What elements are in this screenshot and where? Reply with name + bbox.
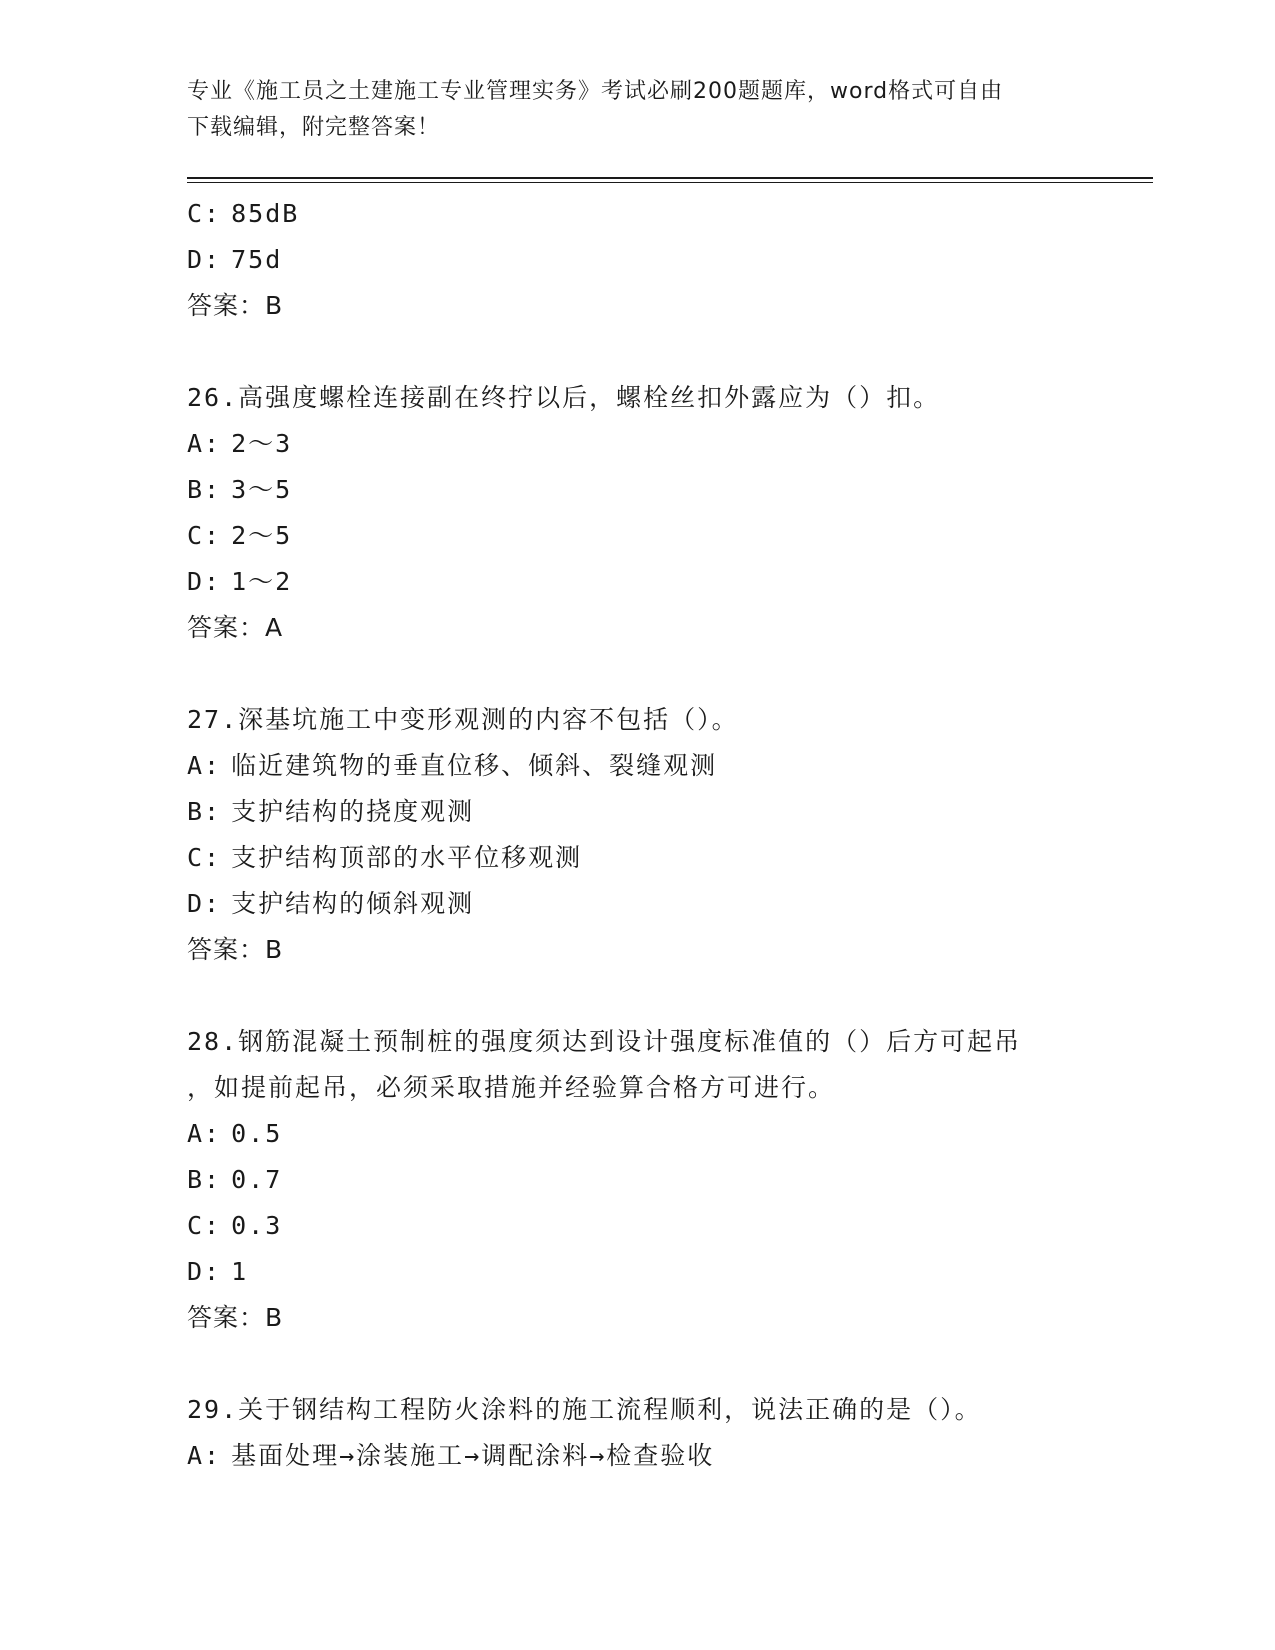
option-a [187,1433,1087,1479]
question-28 [187,1019,1087,1341]
option-text: 75d [231,245,283,274]
option-text: 1 [231,1257,249,1286]
option-text: 0.7 [231,1165,283,1194]
option-text: 2～3 [231,429,293,458]
option-b [187,1157,1087,1203]
header-line-1: 专业《施工员之土建施工专业管理实务》考试必刷200题题库，word格式可自由 [187,79,1004,104]
option-a [187,1111,1087,1157]
option-c [187,1203,1087,1249]
option-text: 3～5 [231,475,293,504]
option-key: B: [187,797,222,826]
option-text: 85dB [231,199,300,228]
option-key: C: [187,843,222,872]
question-26 [187,375,1087,651]
option-text: 支护结构的挠度观测 [231,797,475,826]
option-c [187,513,1087,559]
option-c [187,835,1087,881]
option-text: 0.3 [231,1211,283,1240]
option-key: D: [187,1257,222,1286]
question-stem: 28.钢筋混凝土预制桩的强度须达到设计强度标准值的（）后方可起吊 [187,1027,1022,1056]
option-a [187,421,1087,467]
answer-line: 答案：B [187,935,284,964]
header-line-2: 下载编辑，附完整答案！ [187,115,441,140]
question-stem: 29.关于钢结构工程防火涂料的施工流程顺利，说法正确的是（）。 [187,1395,982,1424]
question-content [187,191,1087,1479]
option-key: C: [187,1211,222,1240]
question-stem: 27.深基坑施工中变形观测的内容不包括（）。 [187,705,739,734]
option-key: D: [187,567,222,596]
option-key: D: [187,889,222,918]
question-27 [187,697,1087,973]
header-rule-thick [187,177,1153,179]
answer-line: 答案：A [187,613,284,642]
option-text: 支护结构的倾斜观测 [231,889,475,918]
option-key: B: [187,1165,222,1194]
option-d [187,559,1087,605]
option-text: 0.5 [231,1119,283,1148]
option-key: A: [187,1441,222,1470]
option-key: A: [187,1119,222,1148]
previous-question-tail [187,191,1087,329]
option-key: B: [187,475,222,504]
option-key: D: [187,245,222,274]
header-rule-thin [187,182,1153,183]
answer-line: 答案：B [187,291,284,320]
question-stem-continued: ，如提前起吊，必须采取措施并经验算合格方可进行。 [187,1073,836,1102]
option-text: 基面处理→涂装施工→调配涂料→检查验收 [231,1441,715,1470]
option-b [187,789,1087,835]
option-key: C: [187,521,222,550]
option-c [187,191,1087,237]
option-d [187,1249,1087,1295]
question-stem: 26.高强度螺栓连接副在终拧以后，螺栓丝扣外露应为（）扣。 [187,383,941,412]
document-header [187,74,1067,146]
option-text: 支护结构顶部的水平位移观测 [231,843,583,872]
option-text: 2～5 [231,521,293,550]
option-text: 1～2 [231,567,293,596]
question-29 [187,1387,1087,1479]
option-d [187,881,1087,927]
option-b [187,467,1087,513]
option-d [187,237,1087,283]
option-key: A: [187,429,222,458]
option-key: A: [187,751,222,780]
option-text: 临近建筑物的垂直位移、倾斜、裂缝观测 [231,751,718,780]
option-key: C: [187,199,222,228]
option-a [187,743,1087,789]
answer-line: 答案：B [187,1303,284,1332]
